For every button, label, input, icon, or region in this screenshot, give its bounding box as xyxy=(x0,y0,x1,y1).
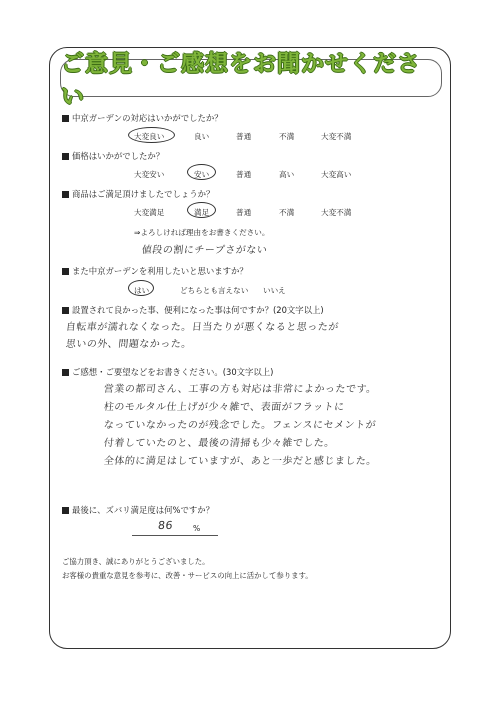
q1-option-3[interactable]: 普通 xyxy=(236,132,252,141)
question-2 xyxy=(62,150,164,162)
q3-option-3[interactable]: 普通 xyxy=(236,208,252,217)
q6-answer-line-5: 全体的に満足はしていますが、あと一歩だと感じました。 xyxy=(103,456,378,467)
q2-option-4[interactable]: 高い xyxy=(279,170,295,179)
q1-option-1[interactable]: 大変良い xyxy=(134,132,165,141)
q1-option-4[interactable]: 不満 xyxy=(279,132,295,141)
q2-option-3[interactable]: 普通 xyxy=(236,170,252,179)
selection-circle-q4 xyxy=(128,280,154,296)
q3-option-2[interactable]: 満足 xyxy=(194,208,210,217)
selection-circle-q3 xyxy=(187,202,216,218)
bullet-square-icon xyxy=(62,268,69,275)
bullet-square-icon xyxy=(62,507,69,514)
selection-circle-q2 xyxy=(187,164,216,180)
q4-option-2[interactable]: どちらとも言えない xyxy=(180,286,249,295)
q1-option-5[interactable]: 大変不満 xyxy=(321,132,352,141)
q3-reason-prompt: ⇒よろしければ理由をお書きください。 xyxy=(134,228,270,237)
page-title: ご意見・ご感想をお聞かせください xyxy=(61,51,421,110)
question-3-text: 商品はご満足頂けましたでしょうか？ xyxy=(72,189,215,199)
question-7 xyxy=(62,504,214,516)
q3-option-5[interactable]: 大変不満 xyxy=(321,208,352,217)
question-6-text: ご感想・ご要望などをお書きください。(30文字以上) xyxy=(72,367,274,377)
question-5 xyxy=(62,304,324,316)
q6-answer-line-1: 営業の都司さん、工事の方も対応は非常によかったです。 xyxy=(103,384,378,395)
q4-option-1[interactable]: はい xyxy=(134,286,150,295)
footer-note: お客様の貴重な意見を参考に、改善・サービスの向上に活かして参ります。 xyxy=(62,571,313,580)
question-4-text: また中京ガーデンを利用したいと思いますか？ xyxy=(72,266,248,276)
q3-option-4[interactable]: 不満 xyxy=(279,208,295,217)
question-5-text: 設置されて良かった事、便利になった事は何ですか？(20文字以上) xyxy=(72,305,324,315)
bullet-square-icon xyxy=(62,115,69,122)
question-1-text: 中京ガーデンの対応はいかがでしたか？ xyxy=(72,113,223,123)
bullet-square-icon xyxy=(62,307,69,314)
q3-reason-answer: 値段の割にチープさがない xyxy=(141,245,268,256)
question-3 xyxy=(62,188,214,200)
question-7-text: 最後に、ズバリ満足度は何%ですか？ xyxy=(72,505,214,515)
q6-answer-line-2: 柱のモルタル仕上げが少々雑で、表面がフラットに xyxy=(103,402,346,413)
q2-option-2[interactable]: 安い xyxy=(194,170,210,179)
bullet-square-icon xyxy=(62,191,69,198)
q3-option-1[interactable]: 大変満足 xyxy=(134,208,165,217)
q5-answer-line-1: 自転車が濡れなくなった。日当たりが悪くなると思ったが xyxy=(65,322,340,333)
question-1 xyxy=(62,112,223,124)
question-2-text: 価格はいかがでしたか？ xyxy=(72,151,165,161)
bullet-square-icon xyxy=(62,369,69,376)
q6-answer-line-4: 付着していたのと、最後の清掃も少々雑でした。 xyxy=(103,438,336,449)
satisfaction-value[interactable]: 86 xyxy=(157,519,174,532)
satisfaction-underline xyxy=(132,535,218,536)
q5-answer-line-2: 思いの外、問題なかった。 xyxy=(65,339,193,350)
q6-answer-line-3: なっていなかったのが残念でした。フェンスにセメントが xyxy=(103,420,377,431)
question-4 xyxy=(62,265,248,277)
percent-unit: % xyxy=(193,524,201,533)
title-banner xyxy=(60,51,442,110)
bullet-square-icon xyxy=(62,153,69,160)
q2-option-1[interactable]: 大変安い xyxy=(134,170,165,179)
q4-option-3[interactable]: いいえ xyxy=(263,286,286,295)
q1-option-2[interactable]: 良い xyxy=(194,132,210,141)
q2-option-5[interactable]: 大変高い xyxy=(321,170,352,179)
footer-thanks: ご協力頂き、誠にありがとうございました。 xyxy=(62,557,210,566)
question-6 xyxy=(62,366,273,378)
selection-circle-q1 xyxy=(128,127,175,143)
